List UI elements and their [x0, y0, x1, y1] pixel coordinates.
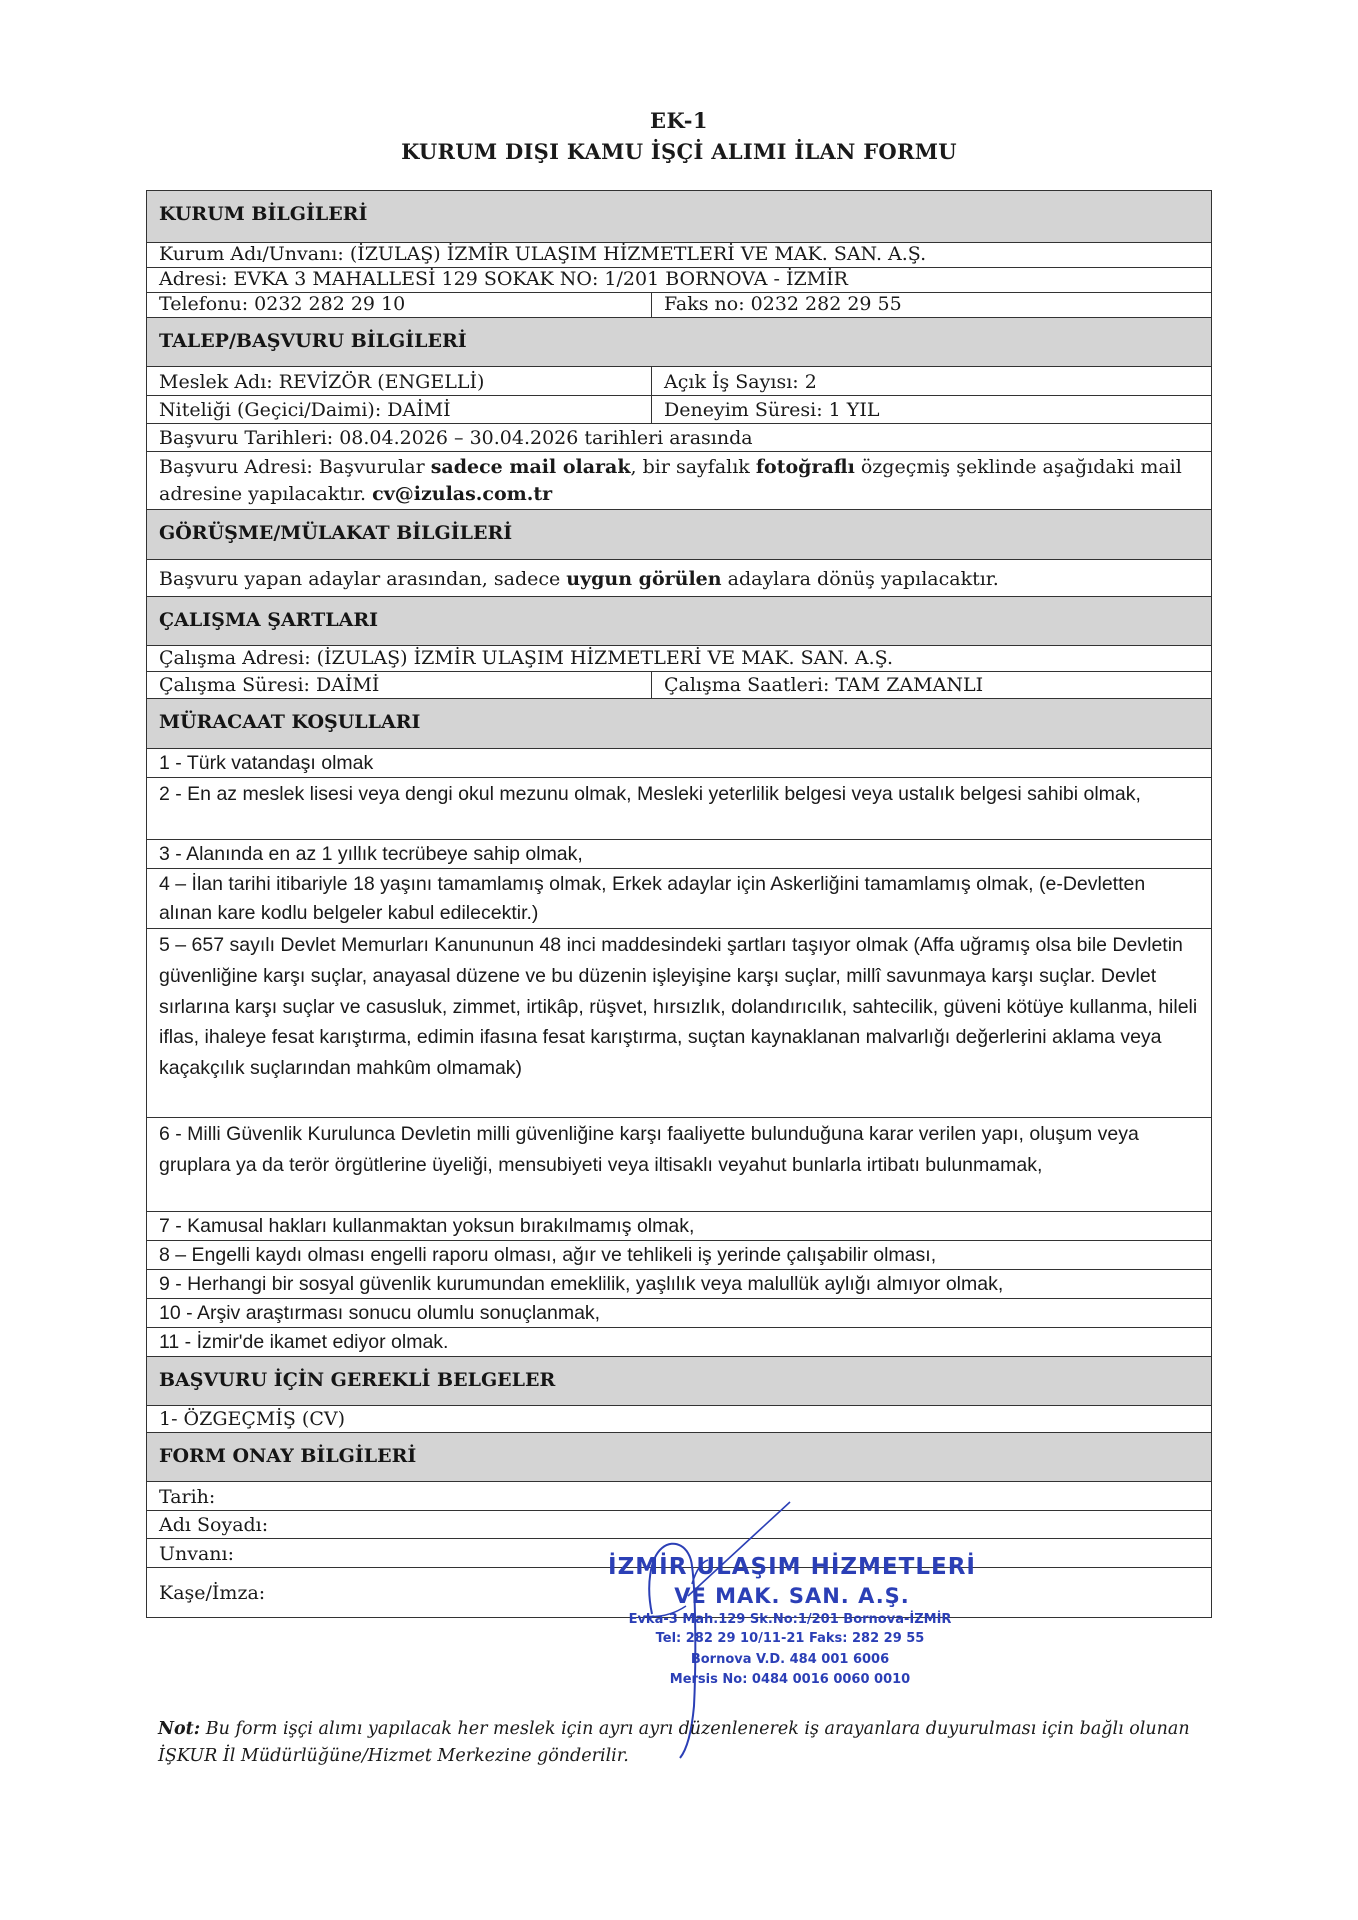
- deneyim-suresi: Deneyim Süresi: 1 YIL: [664, 399, 880, 421]
- footnote-label: Not:: [158, 1719, 201, 1739]
- stamp-line: VE MAK. SAN. A.Ş.: [674, 1584, 910, 1608]
- footnote: [158, 1716, 1218, 1770]
- niteligi: Niteliği (Geçici/Daimi): DAİMİ: [147, 396, 652, 423]
- section-belgeler-header: [147, 1357, 1211, 1406]
- condition-item: 2 - En az meslek lisesi veya dengi okul mezunu olmak, Mesleki yeterlilik belgesi veya ustalık belgesi sahibi olmak,: [147, 778, 1211, 840]
- condition-item: 4 – İlan tarihi itibariyle 18 yaşını tamamlamış olmak, Erkek adaylar için Askerliğini tamamlamış olmak, (e-Devletten alınan kare kodlu belgeler kabul edilecektir.): [147, 869, 1211, 929]
- email-address: cv@izulas.com.tr: [372, 483, 553, 505]
- kurum-faks: Faks no: 0232 282 29 55: [664, 293, 902, 315]
- basvuru-tarihleri-row: [147, 424, 1211, 452]
- kurum-adi: Kurum Adı/Unvanı: (İZULAŞ) İZMİR ULAŞIM HİZMETLERİ VE MAK. SAN. A.Ş.: [159, 243, 927, 265]
- basvuru-adresi-row: [147, 452, 1211, 510]
- calisma-adresi-row: [147, 646, 1211, 672]
- condition-item: 7 - Kamusal hakları kullanmaktan yoksun bırakılmamış olmak,: [147, 1212, 1211, 1241]
- condition-item: 3 - Alanında en az 1 yıllık tecrübeye sahip olmak,: [147, 840, 1211, 869]
- belge-item: 1- ÖZGEÇMİŞ (CV): [159, 1408, 346, 1430]
- stamp-line: Mersis No: 0484 0016 0060 0010: [669, 1672, 911, 1687]
- kurum-adres: Adresi: EVKA 3 MAHALLESİ 129 SOKAK NO: 1/201 BORNOVA - İZMİR: [159, 268, 848, 290]
- gorusme-row: [147, 560, 1211, 597]
- section-title: MÜRACAAT KOŞULLARI: [159, 711, 421, 733]
- section-kurum-header: [147, 191, 1211, 243]
- condition-item: 5 – 657 sayılı Devlet Memurları Kanununun 48 inci maddesindeki şartları taşıyor olmak (Affa uğramış olsa bile Devletin güvenliğine karşı suçlar, anayasal düzene ve bu düzenin işleyişine karşı suçlar, millî savunmaya karşı suçlar. Devlet sırlarına karşı suçlar ve casusluk, zimmet, irtikâp, rüşvet, hırsızlık, dolandırıcılık, sahtecilik, güveni kötüye kullanma, hileli iflas, ihaleye fesat karıştırma, edimin ifasına fesat karıştırma, suçtan kaynaklanan malvarlığı değerlerini aklama veya kaçakçılık suçlarından mahkûm olmamak): [147, 929, 1211, 1118]
- section-gorusme-header: [147, 510, 1211, 560]
- section-title: GÖRÜŞME/MÜLAKAT BİLGİLERİ: [159, 522, 513, 544]
- stamp-line: İZMİR ULAŞIM HİZMETLERİ: [608, 1554, 976, 1580]
- section-title: FORM ONAY BİLGİLERİ: [159, 1445, 417, 1467]
- kurum-contact-row: [147, 293, 1211, 318]
- calisma-adresi: Çalışma Adresi: (İZULAŞ) İZMİR ULAŞIM HİZMETLERİ VE MAK. SAN. A.Ş.: [159, 647, 894, 669]
- basvuru-adresi-text: Başvuru Adresi: Başvurular: [159, 456, 431, 478]
- footnote-text: Bu form işçi alımı yapılacak her meslek için ayrı ayrı düzenlenerek iş arayanlara duyurulması için bağlı olunan İŞKUR İl Müdürlüğüne/Hizmet Merkezine gönderilir.: [158, 1719, 1190, 1766]
- condition-item: 8 – Engelli kaydı olması engelli raporu olması, ağır ve tehlikeli iş yerinde çalışabilir olması,: [147, 1241, 1211, 1270]
- gorusme-text: Başvuru yapan adaylar arasından, sadece: [159, 568, 567, 590]
- onay-unvani-label: Unvanı:: [159, 1543, 235, 1565]
- condition-item: 6 - Milli Güvenlik Kurulunca Devletin milli güvenliğine karşı faaliyette bulunduğuna karar verilen yapı, oluşum veya gruplara ya da terör örgütlerine üyeliği, mensubiyeti veya iltisaklı veyahut bunlarla irtibatı bulunmamak,: [147, 1118, 1211, 1212]
- basvuru-adresi-text: özgeçmiş şeklinde aşağıdaki mail adresine yapılacaktır.: [159, 456, 1182, 505]
- section-calisma-header: [147, 597, 1211, 646]
- basvuru-adresi-text: , bir sayfalık: [630, 456, 756, 478]
- job-posting-form: [146, 190, 1212, 1618]
- basvuru-adresi-bold: sadece mail olarak: [430, 456, 631, 478]
- section-title: KURUM BİLGİLERİ: [159, 203, 368, 225]
- calisma-saatleri: Çalışma Saatleri: TAM ZAMANLI: [664, 674, 984, 696]
- calisma-suresi: Çalışma Süresi: DAİMİ: [147, 672, 652, 698]
- meslek-adi: Meslek Adı: REVİZÖR (ENGELLİ): [147, 367, 652, 395]
- condition-item: 10 - Arşiv araştırması sonucu olumlu sonuçlanmak,: [147, 1299, 1211, 1328]
- section-title: TALEP/BAŞVURU BİLGİLERİ: [159, 330, 467, 352]
- gorusme-bold: uygun görülen: [566, 568, 722, 590]
- gorusme-text: adaylara dönüş yapılacaktır.: [721, 568, 999, 590]
- stamp-line: Evka-3 Mah.129 Sk.No:1/201 Bornova-İZMİR: [628, 1612, 952, 1627]
- kurum-adi-row: [147, 243, 1211, 268]
- basvuru-tarihleri: Başvuru Tarihleri: 08.04.2026 – 30.04.2026 tarihleri arasında: [159, 427, 753, 449]
- condition-item: 1 - Türk vatandaşı olmak: [147, 749, 1211, 778]
- section-title: ÇALIŞMA ŞARTLARI: [159, 609, 379, 631]
- document-label: EK-1: [649, 108, 709, 133]
- talep-row-1: [147, 367, 1211, 396]
- section-title: BAŞVURU İÇİN GEREKLİ BELGELER: [159, 1369, 556, 1391]
- basvuru-adresi-bold: fotoğraflı: [755, 456, 855, 478]
- talep-row-2: [147, 396, 1211, 424]
- calisma-row-2: [147, 672, 1211, 699]
- kurum-telefon: Telefonu: 0232 282 29 10: [147, 293, 652, 317]
- onay-kase-label: Kaşe/İmza:: [159, 1581, 266, 1604]
- kurum-adres-row: [147, 268, 1211, 293]
- acik-is-sayisi: Açık İş Sayısı: 2: [664, 371, 817, 393]
- onay-adi-label: Adı Soyadı:: [159, 1514, 269, 1536]
- condition-item: 9 - Herhangi bir sosyal güvenlik kurumundan emeklilik, yaşlılık veya malullük aylığı almıyor olmak,: [147, 1270, 1211, 1299]
- section-muracaat-header: [147, 699, 1211, 749]
- condition-item: 11 - İzmir'de ikamet ediyor olmak.: [147, 1328, 1211, 1357]
- onay-tarih-label: Tarih:: [159, 1486, 216, 1508]
- stamp-line: Tel: 282 29 10/11-21 Faks: 282 29 55: [655, 1631, 925, 1646]
- belge-item-row: [147, 1406, 1211, 1433]
- stamp-line: Bornova V.D. 484 001 6006: [690, 1652, 890, 1667]
- document-title: KURUM DIŞI KAMU İŞÇİ ALIMI İLAN FORMU: [401, 139, 957, 164]
- section-talep-header: [147, 318, 1211, 367]
